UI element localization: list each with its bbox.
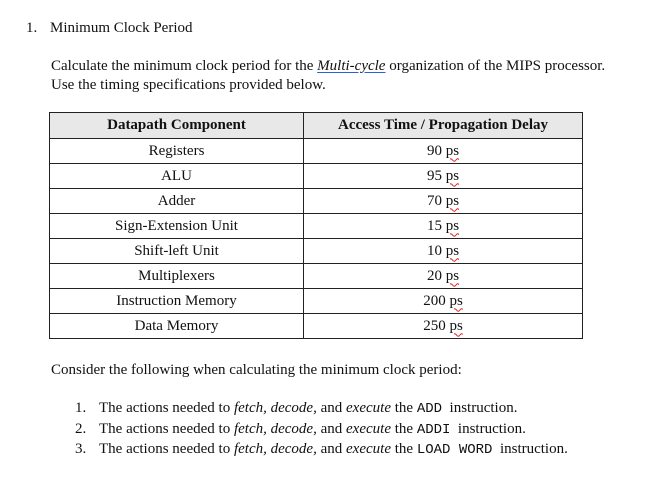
- intro-text: Calculate the minimum clock period for the: [51, 58, 318, 74]
- component-cell: Shift-left Unit: [50, 239, 304, 264]
- table-row: [50, 214, 583, 239]
- delay-cell: 70 ps: [304, 189, 583, 214]
- question-number: 1.: [26, 20, 38, 36]
- list-item: 2. The actions needed to fetch, decode, and execute the ADDI instruction.: [75, 420, 526, 438]
- table-row: [50, 314, 583, 339]
- header-delay: Access Time / Propagation Delay: [304, 113, 583, 139]
- component-cell: Data Memory: [50, 314, 304, 339]
- intro-line2: Use the timing specifications provided below.: [51, 77, 326, 93]
- table-row: [50, 264, 583, 289]
- component-cell: Adder: [50, 189, 304, 214]
- delay-cell: 95 ps: [304, 164, 583, 189]
- delay-cell: 250 ps: [304, 314, 583, 339]
- component-cell: ALU: [50, 164, 304, 189]
- question-heading: [26, 20, 193, 37]
- intro-paragraph: [51, 57, 605, 95]
- delay-cell: 20 ps: [304, 264, 583, 289]
- component-cell: Sign-Extension Unit: [50, 214, 304, 239]
- multi-cycle-link[interactable]: Multi-cycle: [317, 58, 386, 74]
- intro-text-end: organization of the MIPS processor.: [385, 58, 606, 74]
- header-component: Datapath Component: [50, 113, 304, 139]
- table-row: [50, 289, 583, 314]
- delay-cell: 200 ps: [304, 289, 583, 314]
- delay-cell: 10 ps: [304, 239, 583, 264]
- consider-text: Consider the following when calculating the minimum clock period:: [51, 362, 462, 378]
- question-title: Minimum Clock Period: [50, 20, 193, 36]
- steps-list: [75, 399, 568, 461]
- timing-table: [49, 112, 583, 339]
- table-header-row: [50, 113, 583, 139]
- list-item: 3. The actions needed to fetch, decode, and execute the LOAD WORD instruction.: [75, 441, 568, 458]
- table-row: [50, 164, 583, 189]
- component-cell: Instruction Memory: [50, 289, 304, 314]
- table-row: [50, 139, 583, 164]
- delay-cell: 90 ps: [304, 139, 583, 164]
- delay-cell: 15 ps: [304, 214, 583, 239]
- component-cell: Multiplexers: [50, 264, 304, 289]
- table-row: [50, 239, 583, 264]
- component-cell: Registers: [50, 139, 304, 164]
- list-item: 1. The actions needed to fetch, decode, and execute the ADD instruction.: [75, 400, 518, 417]
- table-row: [50, 189, 583, 214]
